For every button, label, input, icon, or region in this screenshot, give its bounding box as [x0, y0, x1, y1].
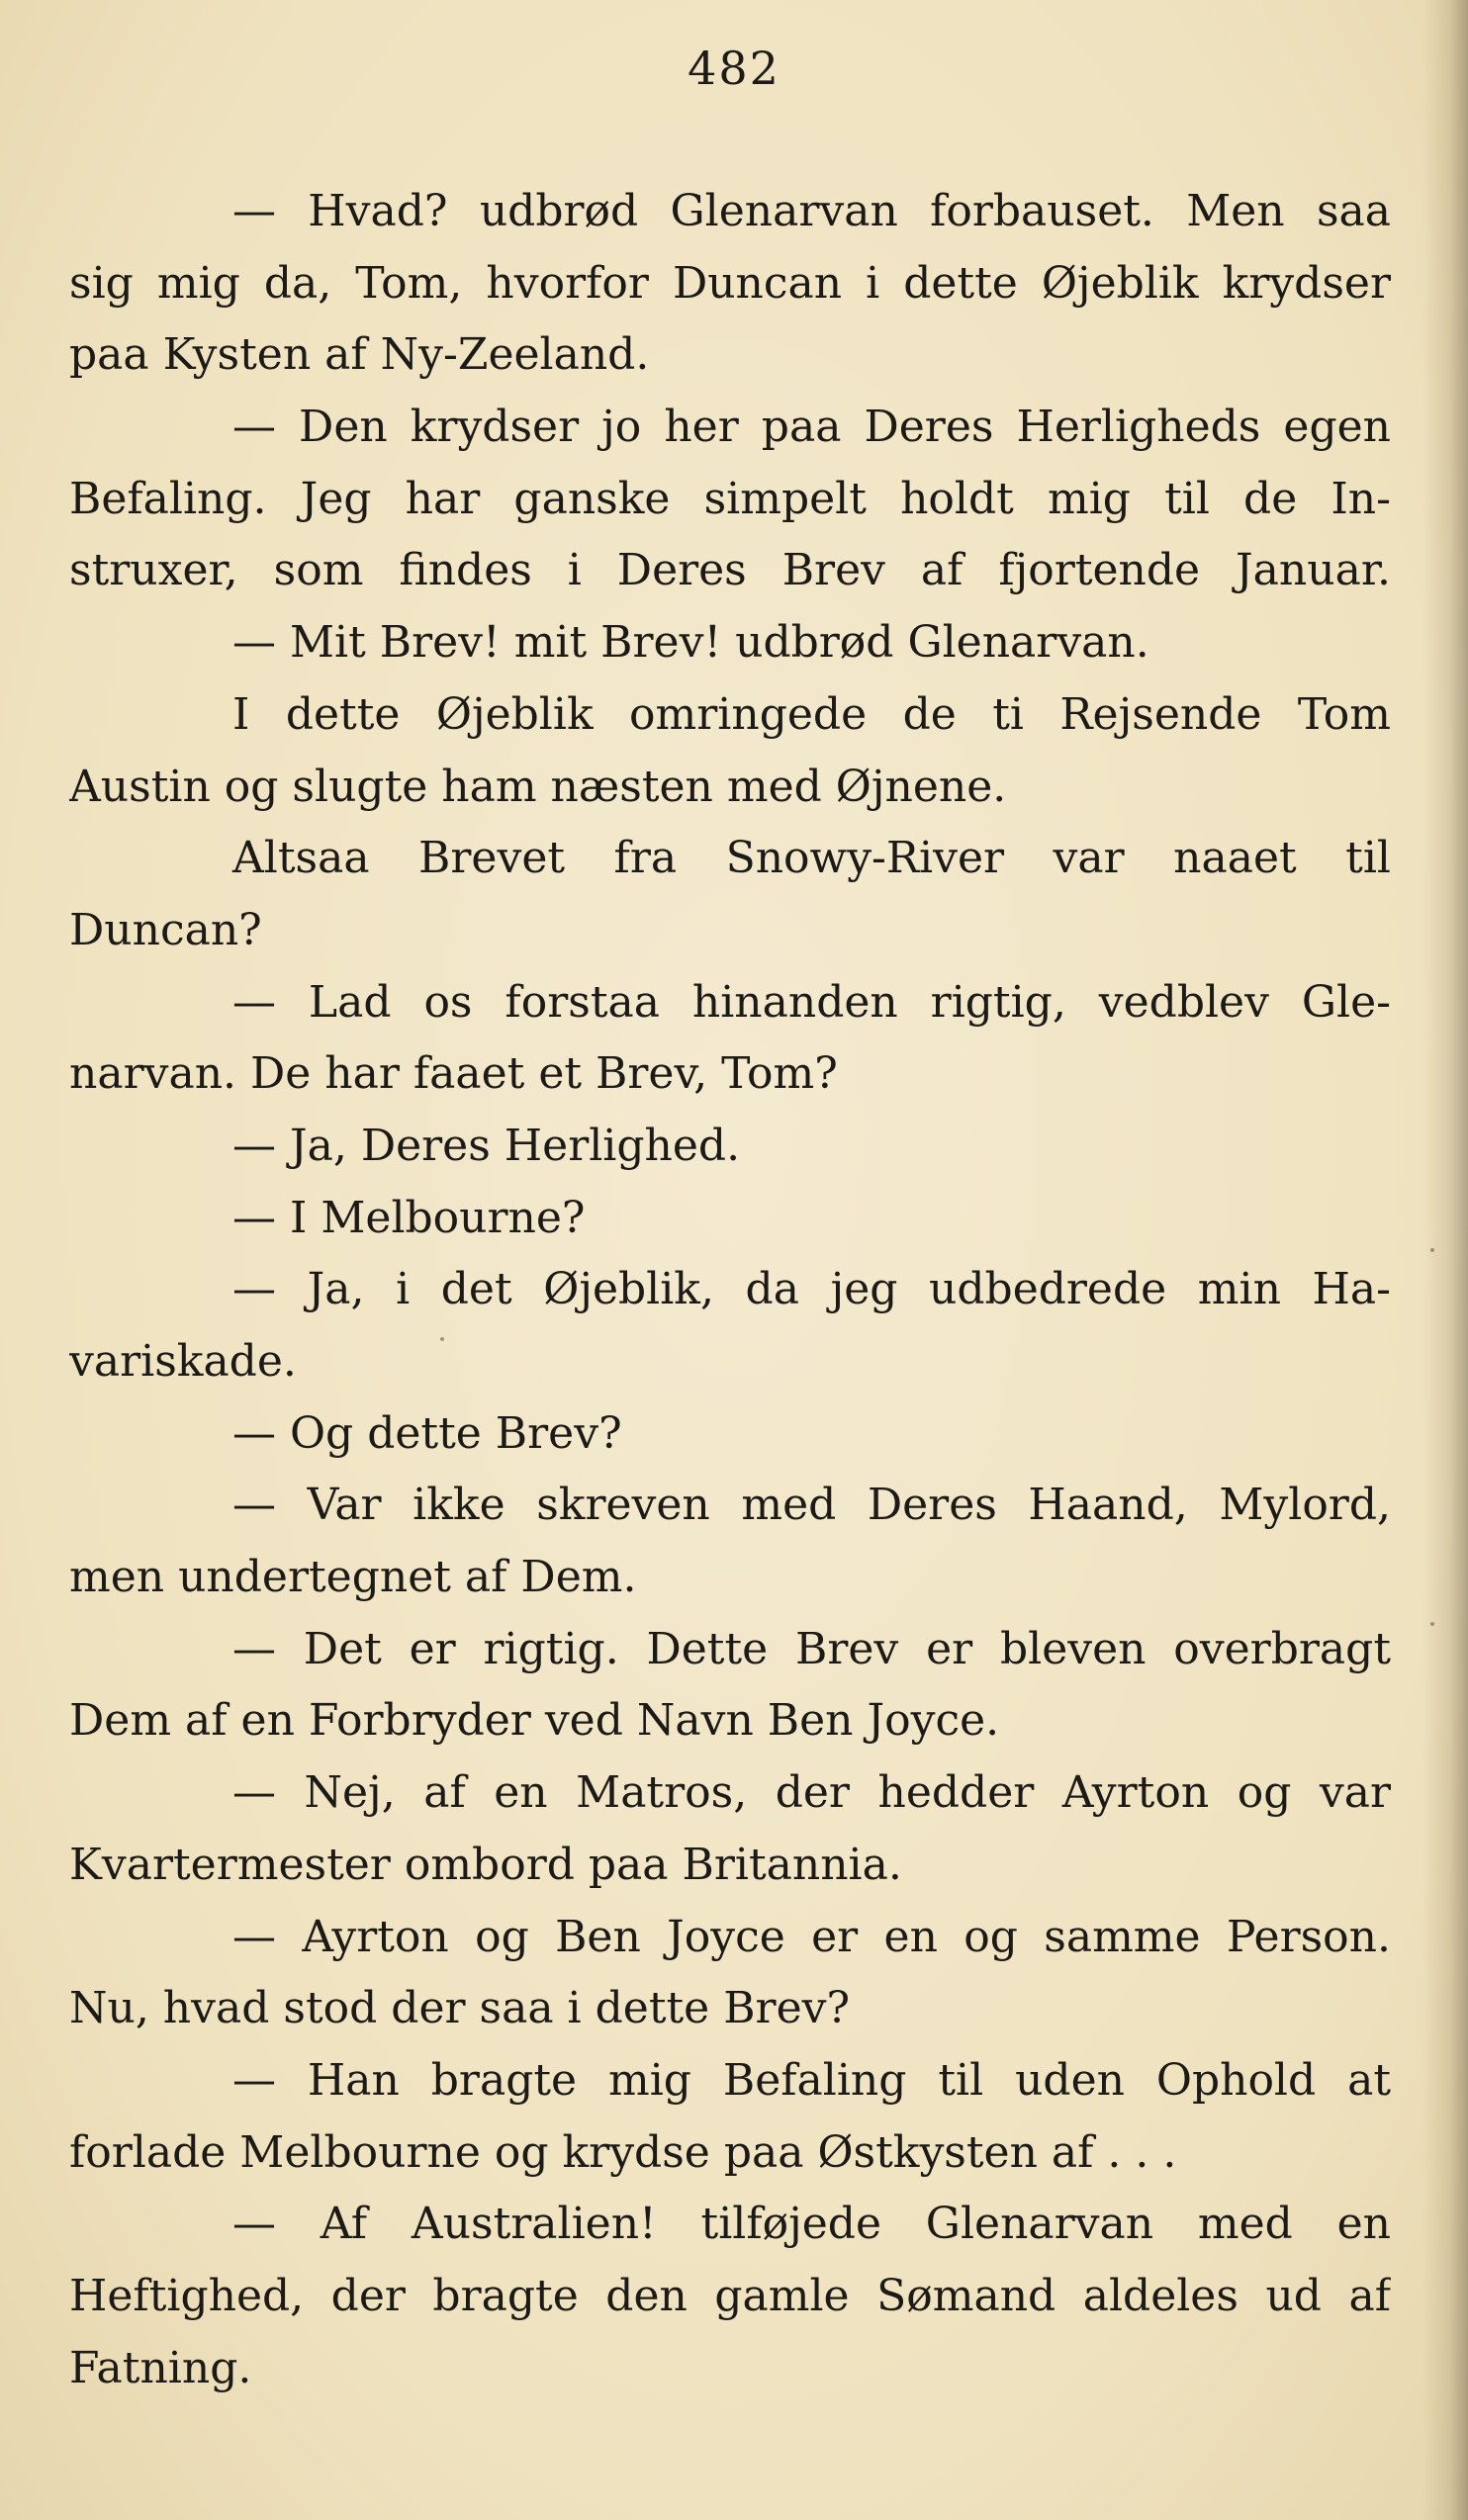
text-line: Nu, hvad stod der saa i dette Brev? [69, 1983, 851, 2034]
text-line: Befaling. Jeg har ganske simpelt holdt mig til de In- [69, 473, 1391, 524]
text-line: — Af Australien! tilføjede Glenarvan med en [232, 2199, 1391, 2250]
text-line: Austin og slugte ham næsten med Øjnene. [69, 761, 1007, 812]
text-line: — Den krydser jo her paa Deres Herligheds egen [232, 402, 1391, 453]
text-line: Heftighed, der bragte den gamle Sømand aldeles ud af [69, 2270, 1391, 2321]
text-line: — Ja, i det Øjeblik, da jeg udbedrede min Ha- [232, 1264, 1391, 1315]
text-line: — Nej, af en Matros, der hedder Ayrton og var [232, 1767, 1391, 1819]
text-line: — Det er rigtig. Dette Brev er bleven overbragt [232, 1623, 1391, 1674]
text-line: — Mit Brev! mit Brev! udbrød Glenarvan. [232, 617, 1149, 669]
text-line: Dem af en Forbryder ved Navn Ben Joyce. [69, 1695, 1000, 1747]
page-edge-shadow [1422, 0, 1468, 2520]
text-line: paa Kysten af Ny-Zeeland. [69, 329, 650, 381]
text-line: struxer, som findes i Deres Brev af fjortende Januar. [69, 545, 1391, 596]
text-line: — Han bragte mig Befaling til uden Ophold at [232, 2054, 1391, 2106]
text-line: variskade. [69, 1336, 297, 1387]
text-line: I dette Øjeblik omringede de ti Rejsende Tom [232, 688, 1391, 740]
text-line: — Og dette Brev? [232, 1407, 622, 1459]
text-line: men undertegnet af Dem. [69, 1552, 637, 1603]
text-line: — Lad os forstaa hinanden rigtig, vedblev Gle- [232, 976, 1391, 1028]
text-line: Duncan? [69, 904, 262, 955]
page-number: 482 [688, 42, 780, 95]
paper-speck [1430, 1622, 1434, 1626]
body-text [69, 176, 1391, 2404]
text-line: — Var ikke skreven med Deres Haand, Mylord, [232, 1480, 1391, 1531]
text-line: narvan. De har faaet et Brev, Tom? [69, 1048, 838, 1100]
paper-speck [1430, 1248, 1434, 1252]
text-line: forlade Melbourne og krydse paa Østkysten af . . . [69, 2126, 1177, 2178]
text-line: — I Melbourne? [232, 1192, 586, 1243]
text-line: Fatning. [69, 2342, 252, 2393]
paper-speck [440, 1337, 444, 1341]
text-line: — Ayrton og Ben Joyce er en og samme Person. [232, 1911, 1391, 1962]
text-line: — Ja, Deres Herlighed. [232, 1120, 741, 1171]
text-line: sig mig da, Tom, hvorfor Duncan i dette Øjeblik krydser [69, 257, 1391, 309]
text-line: Kvartermester ombord paa Britannia. [69, 1839, 902, 1890]
text-line: Altsaa Brevet fra Snowy-River var naaet til [232, 833, 1391, 884]
text-line: — Hvad? udbrød Glenarvan forbauset. Men saa [232, 186, 1391, 236]
